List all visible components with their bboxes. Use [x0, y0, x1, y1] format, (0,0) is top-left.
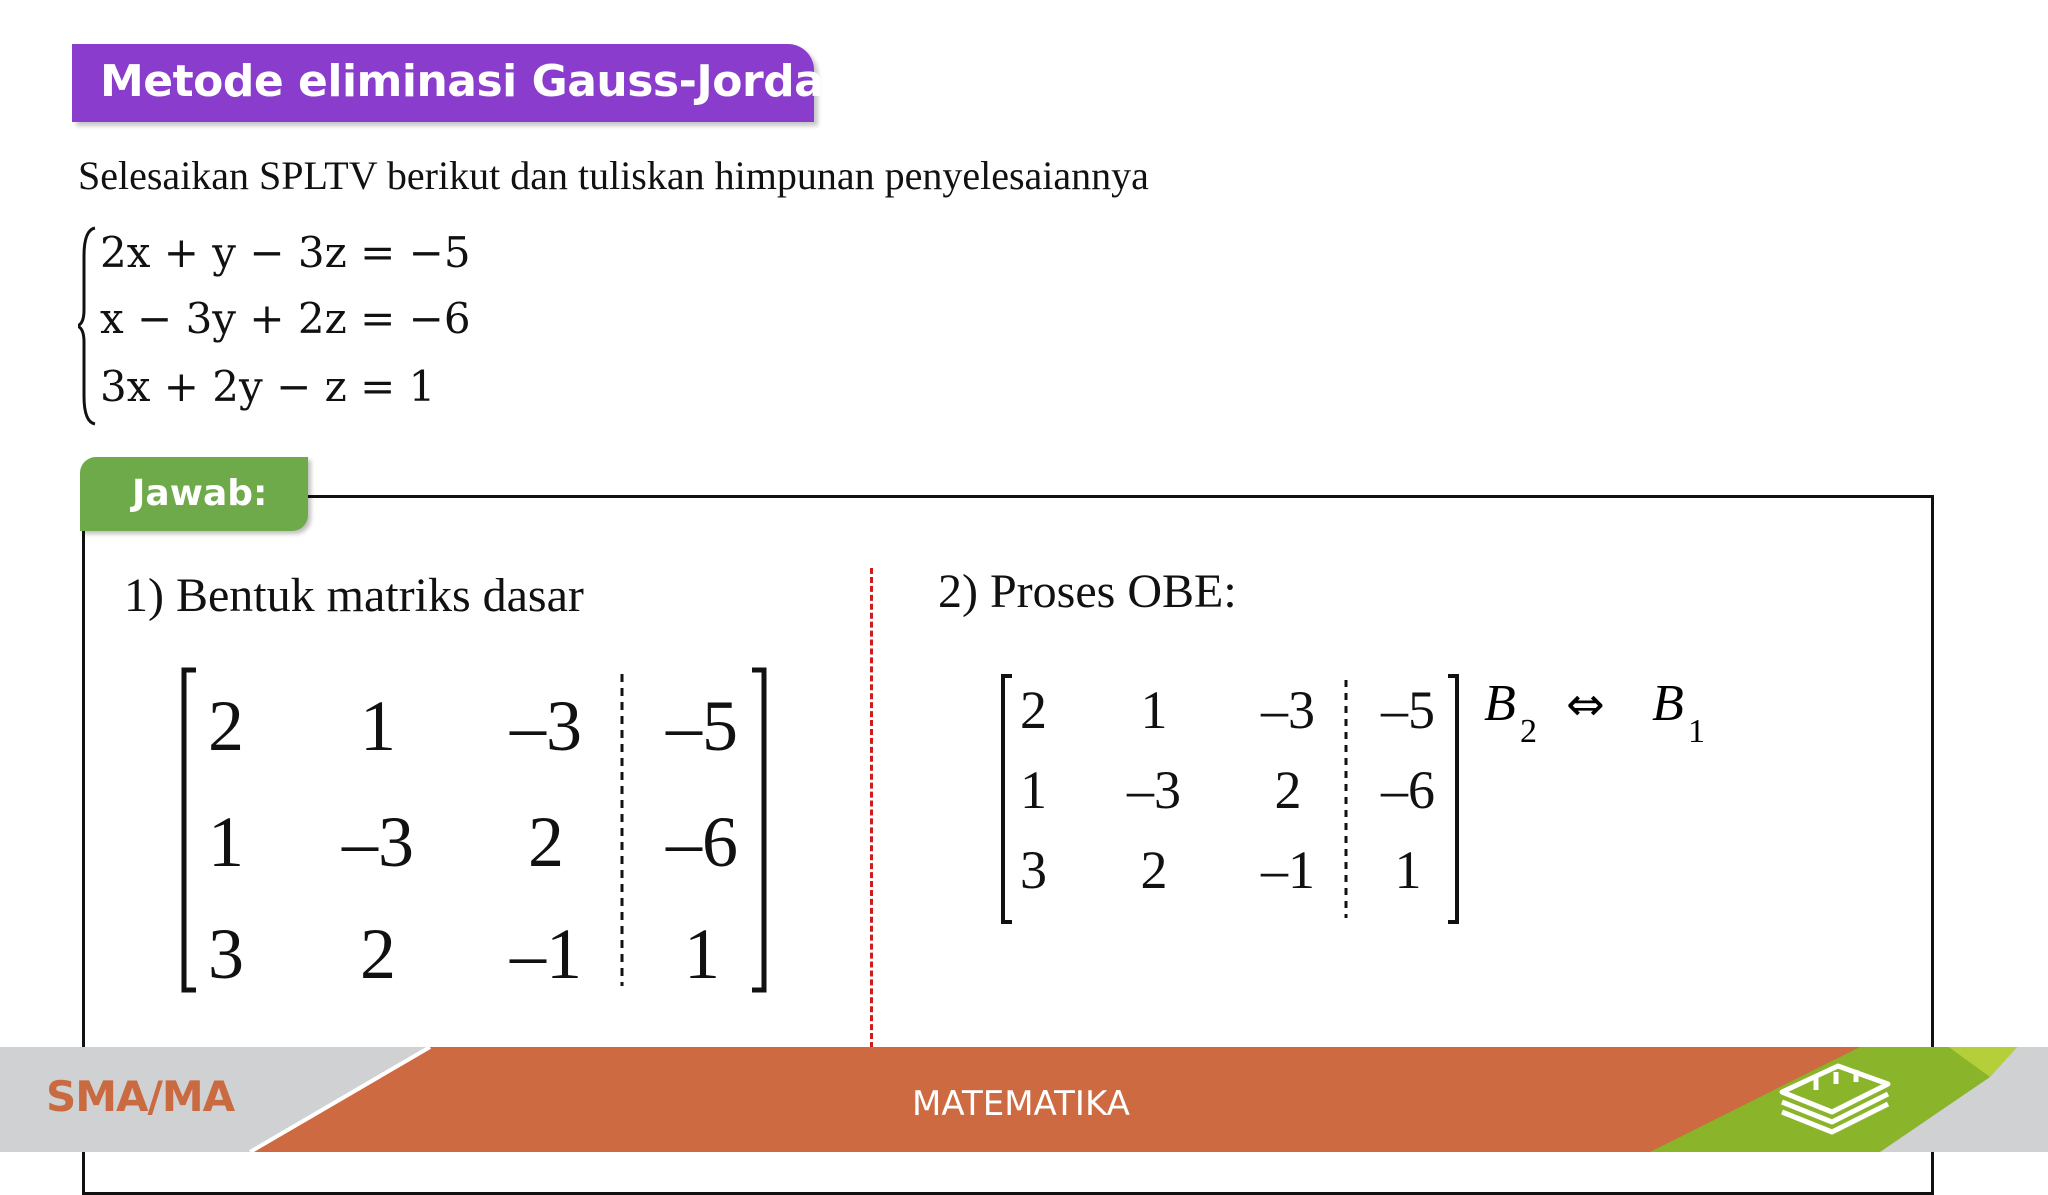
- matrix-2-cell-r3-c2: 2: [1140, 840, 1168, 900]
- matrix-1-cell-r1-c2: 1: [360, 686, 396, 766]
- matrix-1-cell-r1-c3: –3: [510, 686, 582, 766]
- step-1-heading: 1) Bentuk matriks dasar: [124, 569, 584, 622]
- matrix-1-right-bracket: [752, 670, 764, 990]
- matrix-2-cell-r2-c1: 1: [1020, 760, 1047, 820]
- matrix-1-left-bracket: [184, 670, 196, 990]
- step-2-heading: 2) Proses OBE:: [938, 565, 1237, 618]
- matrix-1-cell-r2-c2: –3: [342, 802, 414, 882]
- matrix-2-cell-r3-c3: –1: [1261, 840, 1315, 900]
- matrix-1-cell-r2-c3: 2: [528, 802, 564, 882]
- augmented-matrix-1: [178, 660, 778, 1000]
- matrix-2-cell-r3-c4: 1: [1394, 840, 1422, 900]
- matrix-2-left-bracket: [1003, 676, 1012, 922]
- equation-3: 3x + 2y − z = 1: [100, 362, 436, 411]
- answer-label: Jawab:: [132, 473, 268, 514]
- equation-2: x − 3y + 2z = −6: [100, 294, 471, 343]
- slide-title: Metode eliminasi Gauss-Jordan: [100, 56, 855, 107]
- stacked-books-icon: [1776, 1060, 1896, 1140]
- matrix-2-cell-r1-c3: –3: [1261, 680, 1315, 740]
- row-op-left-var: B: [1484, 675, 1516, 732]
- answer-tab: [80, 457, 308, 531]
- title-banner: [72, 44, 855, 122]
- footer-subject-label: MATEMATIKA: [912, 1084, 1130, 1124]
- matrix-1-cell-r3-c3: –1: [510, 914, 582, 994]
- matrix-1-cell-r2-c1: 1: [208, 802, 244, 882]
- matrix-2-cell-r2-c3: 2: [1274, 760, 1302, 820]
- matrix-2-cell-r1-c4: –5: [1381, 680, 1435, 740]
- row-op-left-sub: 2: [1520, 713, 1537, 750]
- matrix-1-cell-r1-c1: 2: [208, 686, 244, 766]
- matrix-2-cell-r1-c1: 2: [1020, 680, 1047, 740]
- matrix-2-cell-r3-c1: 3: [1020, 840, 1047, 900]
- system-brace: [78, 226, 98, 426]
- matrix-2-right-bracket: [1448, 676, 1457, 922]
- matrix-1-cell-r1-c4: –5: [666, 686, 738, 766]
- row-operation: [1480, 668, 1730, 758]
- matrix-1-cell-r2-c4: –6: [666, 802, 738, 882]
- matrix-1-cell-r3-c2: 2: [360, 914, 396, 994]
- matrix-2-cell-r2-c2: –3: [1127, 760, 1181, 820]
- equivalence-arrow-icon: ⇔: [1566, 677, 1605, 731]
- matrix-2-cell-r2-c4: –6: [1381, 760, 1435, 820]
- footer-level-label: SMA/MA: [46, 1072, 235, 1121]
- equation-1: 2x + y − 3z = −5: [100, 228, 471, 277]
- column-divider: [870, 568, 873, 1048]
- matrix-2-cell-r1-c2: 1: [1140, 680, 1168, 740]
- matrix-1-cell-r3-c1: 3: [208, 914, 244, 994]
- matrix-1-cell-r3-c4: 1: [684, 914, 720, 994]
- augmented-matrix-2: [998, 668, 1468, 930]
- instruction-text: Selesaikan SPLTV berikut dan tuliskan himpunan penyelesaiannya: [78, 153, 1149, 198]
- row-op-right-sub: 1: [1688, 713, 1705, 750]
- row-op-right-var: B: [1652, 675, 1684, 732]
